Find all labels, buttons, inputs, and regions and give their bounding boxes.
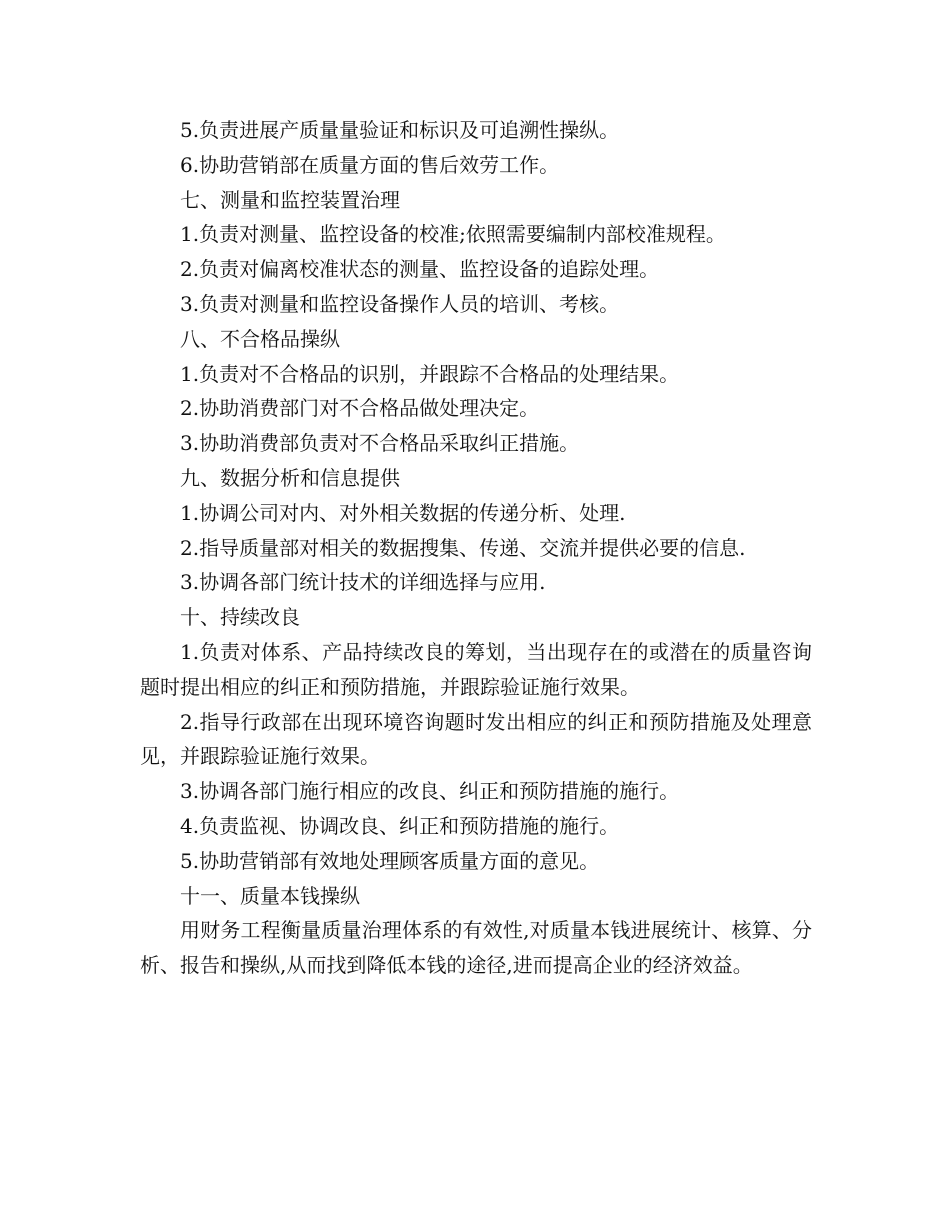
section-heading: 七、测量和监控装置治理 [180, 187, 400, 212]
section-heading: 八、不合格品操纵 [180, 326, 340, 351]
paragraph: 4.负责监视、协调改良、纠正和预防措施的施行。 [180, 813, 620, 838]
paragraph: 2.负责对偏离校准状态的测量、监控设备的追踪处理。 [180, 257, 660, 282]
paragraph: 3.负责对测量和监控设备操作人员的培训、考核。 [180, 291, 620, 316]
section-heading: 十、持续改良 [180, 605, 300, 630]
paragraph: 3.协助消费部负责对不合格品采取纠正措施。 [180, 431, 580, 456]
paragraph: 5.协助营销部有效地处理顾客质量方面的意见。 [180, 848, 600, 873]
paragraph: 5.负责进展产质量量验证和标识及可追溯性操纵。 [180, 118, 620, 142]
paragraph: 1.协调公司对内、对外相关数据的传递分析、处理. [180, 500, 626, 525]
paragraph: 用财务工程衡量质量治理体系的有效性,对质量本钱进展统计、核算、分析、报告和操纵,从而找到降低本钱的途径,进而提高企业的经济效益。 [140, 918, 812, 978]
document-body [140, 113, 812, 983]
paragraph: 6.协助营销部在质量方面的售后效劳工作。 [180, 152, 560, 177]
paragraph: 1.负责对不合格品的识别，并跟踪不合格品的处理结果。 [180, 361, 680, 386]
paragraph: 1.负责对体系、产品持续改良的筹划，当出现存在的或潜在的质量咨询题时提出相应的纠正和预防措施，并跟踪验证施行效果。 [140, 639, 812, 699]
paragraph: 1.负责对测量、监控设备的校准;依照需要编制内部校准规程。 [180, 222, 726, 247]
paragraph: 3.协调各部门统计技术的详细选择与应用. [180, 570, 546, 595]
paragraph: 2.协助消费部门对不合格品做处理决定。 [180, 396, 540, 421]
section-heading: 十一、质量本钱操纵 [180, 883, 360, 908]
paragraph: 3.协调各部门施行相应的改良、纠正和预防措施的施行。 [180, 779, 680, 804]
paragraph: 2.指导质量部对相关的数据搜集、传递、交流并提供必要的信息. [180, 535, 746, 560]
section-heading: 九、数据分析和信息提供 [180, 465, 400, 490]
paragraph: 2.指导行政部在出现环境咨询题时发出相应的纠正和预防措施及处理意见，并跟踪验证施行效果。 [140, 709, 812, 769]
